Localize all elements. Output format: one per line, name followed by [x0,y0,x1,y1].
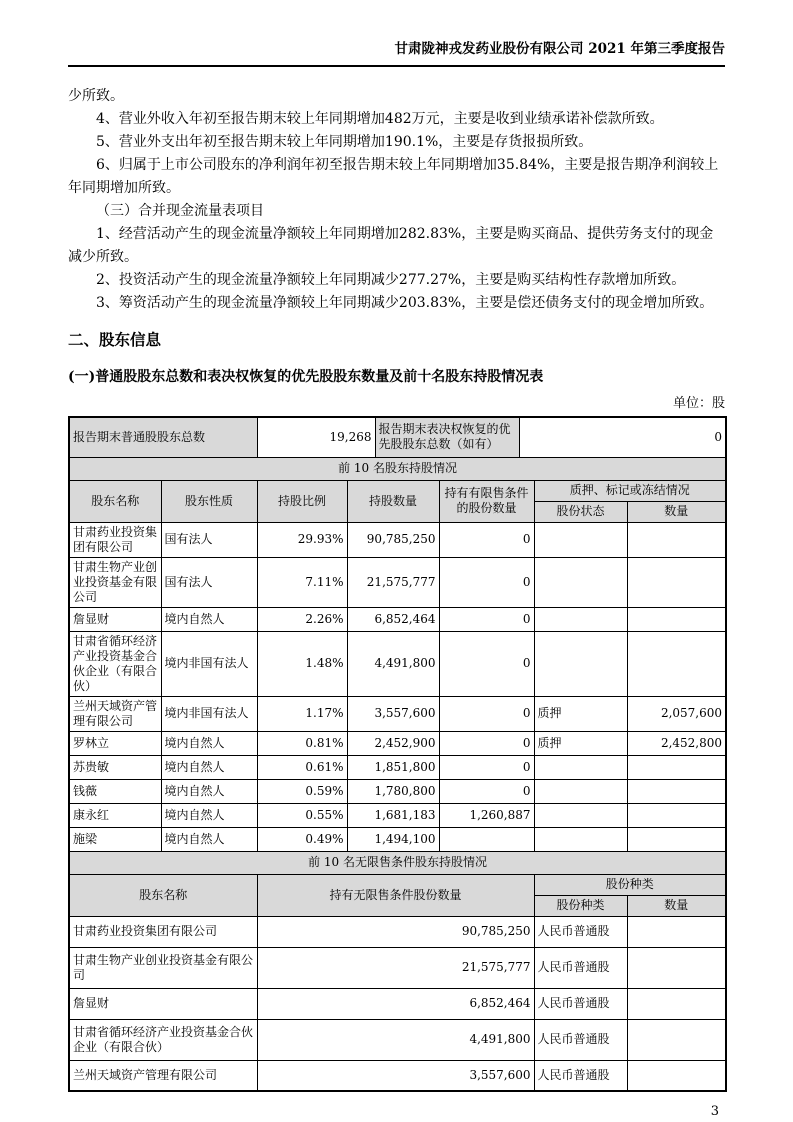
cell-shareholder-nature: 境内非国有法人 [161,696,257,731]
unrestricted-banner-cell: 前 10 名无限售条件股东持股情况 [69,851,726,874]
cell-holding-shares: 90,785,250 [347,522,439,557]
cell-share-type: 人民币普通股 [534,1019,627,1060]
cell-share-qty [627,947,726,988]
page-number: 3 [710,1104,719,1119]
header-cell-nature: 股东性质 [161,480,257,522]
top10-banner-row [69,457,726,480]
table-row [69,731,726,755]
unit-label: 单位：股 [672,396,725,411]
table-row [69,988,726,1019]
cell-holding-shares: 6,852,464 [347,607,439,631]
cell-holding-ratio: 2.26% [257,607,347,631]
cell-pledge-status [534,803,627,827]
cell-restricted-shares: 0 [439,557,534,607]
cell-holding-ratio: 0.55% [257,803,347,827]
header-cell-share-type: 股份种类 [534,895,627,916]
cell-holding-shares: 1,780,800 [347,779,439,803]
paragraph-continuation: 少所致。 [68,88,124,104]
cell-unrestricted-count: 21,575,777 [257,947,534,988]
paragraph-item-4: 4、营业外收入年初至报告期末较上年同期增加482万元，主要是收到业绩承诺补偿款所致。 [96,111,664,127]
summary-preferred-label-cell: 报告期末表决权恢复的优先股股东总数（如有） [375,417,519,457]
header-cell-pledge-qty: 数量 [627,501,726,522]
unrestricted-header-row-1 [69,874,726,895]
table-row [69,1060,726,1091]
cell-pledge-qty [627,827,726,851]
cell-pledge-status [534,827,627,851]
header-cell-share-qty: 数量 [627,895,726,916]
paragraph-item-6: 6、归属于上市公司股东的净利润年初至报告期末较上年同期增加35.84%，主要是报告期净利润较上年同期增加所致。 [68,157,719,196]
header-cell-restricted: 持有有限售条件的股份数量 [439,480,534,522]
cell-restricted-shares: 1,260,887 [439,803,534,827]
cell-holding-shares: 3,557,600 [347,696,439,731]
cell-shareholder-name: 甘肃生物产业创业投资基金有限公司 [69,557,161,607]
cell-share-qty [627,1019,726,1060]
cell-shareholder-name: 钱薇 [69,779,161,803]
top10-header-row-1 [69,480,726,501]
cell-holding-ratio: 0.61% [257,755,347,779]
table-row [69,607,726,631]
cell-shareholder-nature: 境内自然人 [161,827,257,851]
cell-holding-ratio: 1.17% [257,696,347,731]
cell-share-type: 人民币普通股 [534,916,627,947]
table-row [69,1019,726,1060]
cell-pledge-qty: 2,452,800 [627,731,726,755]
cell-unrestricted-name: 甘肃药业投资集团有限公司 [69,916,257,947]
header-cell-pledge-group: 质押、标记或冻结情况 [534,480,726,501]
cell-shareholder-name: 康永红 [69,803,161,827]
paragraph-item-2: 2、投资活动产生的现金流量净额较上年同期减少277.27%，主要是购买结构性存款增加所致。 [96,272,686,288]
cell-pledge-status [534,631,627,696]
table-row [69,916,726,947]
cell-holding-ratio: 0.49% [257,827,347,851]
table-row [69,755,726,779]
cell-unrestricted-count: 4,491,800 [257,1019,534,1060]
paragraph-cashflow-heading: （三）合并现金流量表项目 [96,203,264,219]
cell-share-type: 人民币普通股 [534,947,627,988]
paragraph-item-3: 3、筹资活动产生的现金流量净额较上年同期减少203.83%，主要是偿还债务支付的现金增加所致。 [96,295,714,311]
section-title: 二、股东信息 [68,330,162,349]
cell-pledge-qty [627,522,726,557]
cell-restricted-shares: 0 [439,631,534,696]
cell-pledge-status [534,779,627,803]
cell-unrestricted-count: 3,557,600 [257,1060,534,1091]
cell-restricted-shares [439,827,534,851]
table-row [69,522,726,557]
cell-holding-shares: 21,575,777 [347,557,439,607]
cell-shareholder-nature: 境内自然人 [161,755,257,779]
table-row [69,631,726,696]
header-cell-unrestricted-name: 股东名称 [69,874,257,916]
summary-common-value-cell: 19,268 [257,417,375,457]
cell-holding-ratio: 29.93% [257,522,347,557]
cell-shareholder-name: 施梁 [69,827,161,851]
table-row [69,803,726,827]
cell-shareholder-nature: 国有法人 [161,557,257,607]
summary-preferred-value-cell: 0 [519,417,726,457]
cell-unrestricted-name: 兰州天域资产管理有限公司 [69,1060,257,1091]
cell-unrestricted-count: 90,785,250 [257,916,534,947]
cell-restricted-shares: 0 [439,522,534,557]
cell-share-type: 人民币普通股 [534,1060,627,1091]
summary-row [69,417,726,457]
cell-pledge-status [534,557,627,607]
header-cell-ratio: 持股比例 [257,480,347,522]
cell-shareholder-name: 罗林立 [69,731,161,755]
cell-holding-ratio: 0.81% [257,731,347,755]
cell-pledge-qty [627,755,726,779]
summary-common-label-cell: 报告期末普通股股东总数 [69,417,257,457]
cell-restricted-shares: 0 [439,731,534,755]
cell-share-qty [627,916,726,947]
cell-unrestricted-name: 甘肃省循环经济产业投资基金合伙企业（有限合伙） [69,1019,257,1060]
cell-holding-shares: 4,491,800 [347,631,439,696]
cell-restricted-shares: 0 [439,779,534,803]
cell-shareholder-name: 兰州天域资产管理有限公司 [69,696,161,731]
top10-banner-cell: 前 10 名股东持股情况 [69,457,726,480]
table-row [69,696,726,731]
cell-holding-ratio: 1.48% [257,631,347,696]
cell-pledge-status [534,607,627,631]
cell-pledge-qty [627,631,726,696]
cell-holding-shares: 1,851,800 [347,755,439,779]
cell-unrestricted-count: 6,852,464 [257,988,534,1019]
cell-share-type: 人民币普通股 [534,988,627,1019]
cell-shareholder-name: 詹显财 [69,607,161,631]
cell-holding-shares: 1,494,100 [347,827,439,851]
header-cell-share-type-group: 股份种类 [534,874,726,895]
table-row [69,557,726,607]
body-text [68,85,725,315]
cell-shareholder-name: 甘肃省循环经济产业投资基金合伙企业（有限合伙） [69,631,161,696]
document-header [68,40,725,67]
cell-holding-ratio: 0.59% [257,779,347,803]
cell-share-qty [627,988,726,1019]
cell-shareholder-nature: 国有法人 [161,522,257,557]
header-cell-shares: 持股数量 [347,480,439,522]
header-cell-unrestricted-count: 持有无限售条件股份数量 [257,874,534,916]
cell-shareholder-name: 苏贵敏 [69,755,161,779]
cell-shareholder-nature: 境内自然人 [161,607,257,631]
table-row [69,779,726,803]
cell-pledge-status [534,522,627,557]
cell-shareholder-nature: 境内非国有法人 [161,631,257,696]
cell-pledge-status: 质押 [534,696,627,731]
cell-pledge-status [534,755,627,779]
cell-shareholder-nature: 境内自然人 [161,803,257,827]
cell-holding-ratio: 7.11% [257,557,347,607]
cell-restricted-shares: 0 [439,607,534,631]
cell-pledge-qty [627,803,726,827]
table-row [69,827,726,851]
cell-pledge-qty [627,557,726,607]
cell-pledge-qty [627,779,726,803]
subsection-title: (一)普通股股东总数和表决权恢复的优先股股东数量及前十名股东持股情况表 [68,369,544,385]
shareholder-table [68,416,727,1092]
cell-holding-shares: 1,681,183 [347,803,439,827]
header-cell-pledge-status: 股份状态 [534,501,627,522]
cell-pledge-status: 质押 [534,731,627,755]
cell-shareholder-nature: 境内自然人 [161,731,257,755]
cell-share-qty [627,1060,726,1091]
cell-unrestricted-name: 詹显财 [69,988,257,1019]
cell-pledge-qty [627,607,726,631]
cell-holding-shares: 2,452,900 [347,731,439,755]
paragraph-item-5: 5、营业外支出年初至报告期末较上年同期增加190.1%，主要是存货报损所致。 [96,134,593,150]
header-cell-name: 股东名称 [69,480,161,522]
table-row [69,947,726,988]
paragraph-item-1: 1、经营活动产生的现金流量净额较上年同期增加282.83%，主要是购买商品、提供劳务支付的现金减少所致。 [68,226,714,265]
cell-unrestricted-name: 甘肃生物产业创业投资基金有限公司 [69,947,257,988]
cell-pledge-qty: 2,057,600 [627,696,726,731]
cell-restricted-shares: 0 [439,755,534,779]
header-title: 甘肃陇神戎发药业股份有限公司 2021 年第三季度报告 [394,41,725,57]
cell-shareholder-nature: 境内自然人 [161,779,257,803]
unrestricted-banner-row [69,851,726,874]
cell-restricted-shares: 0 [439,696,534,731]
cell-shareholder-name: 甘肃药业投资集团有限公司 [69,522,161,557]
